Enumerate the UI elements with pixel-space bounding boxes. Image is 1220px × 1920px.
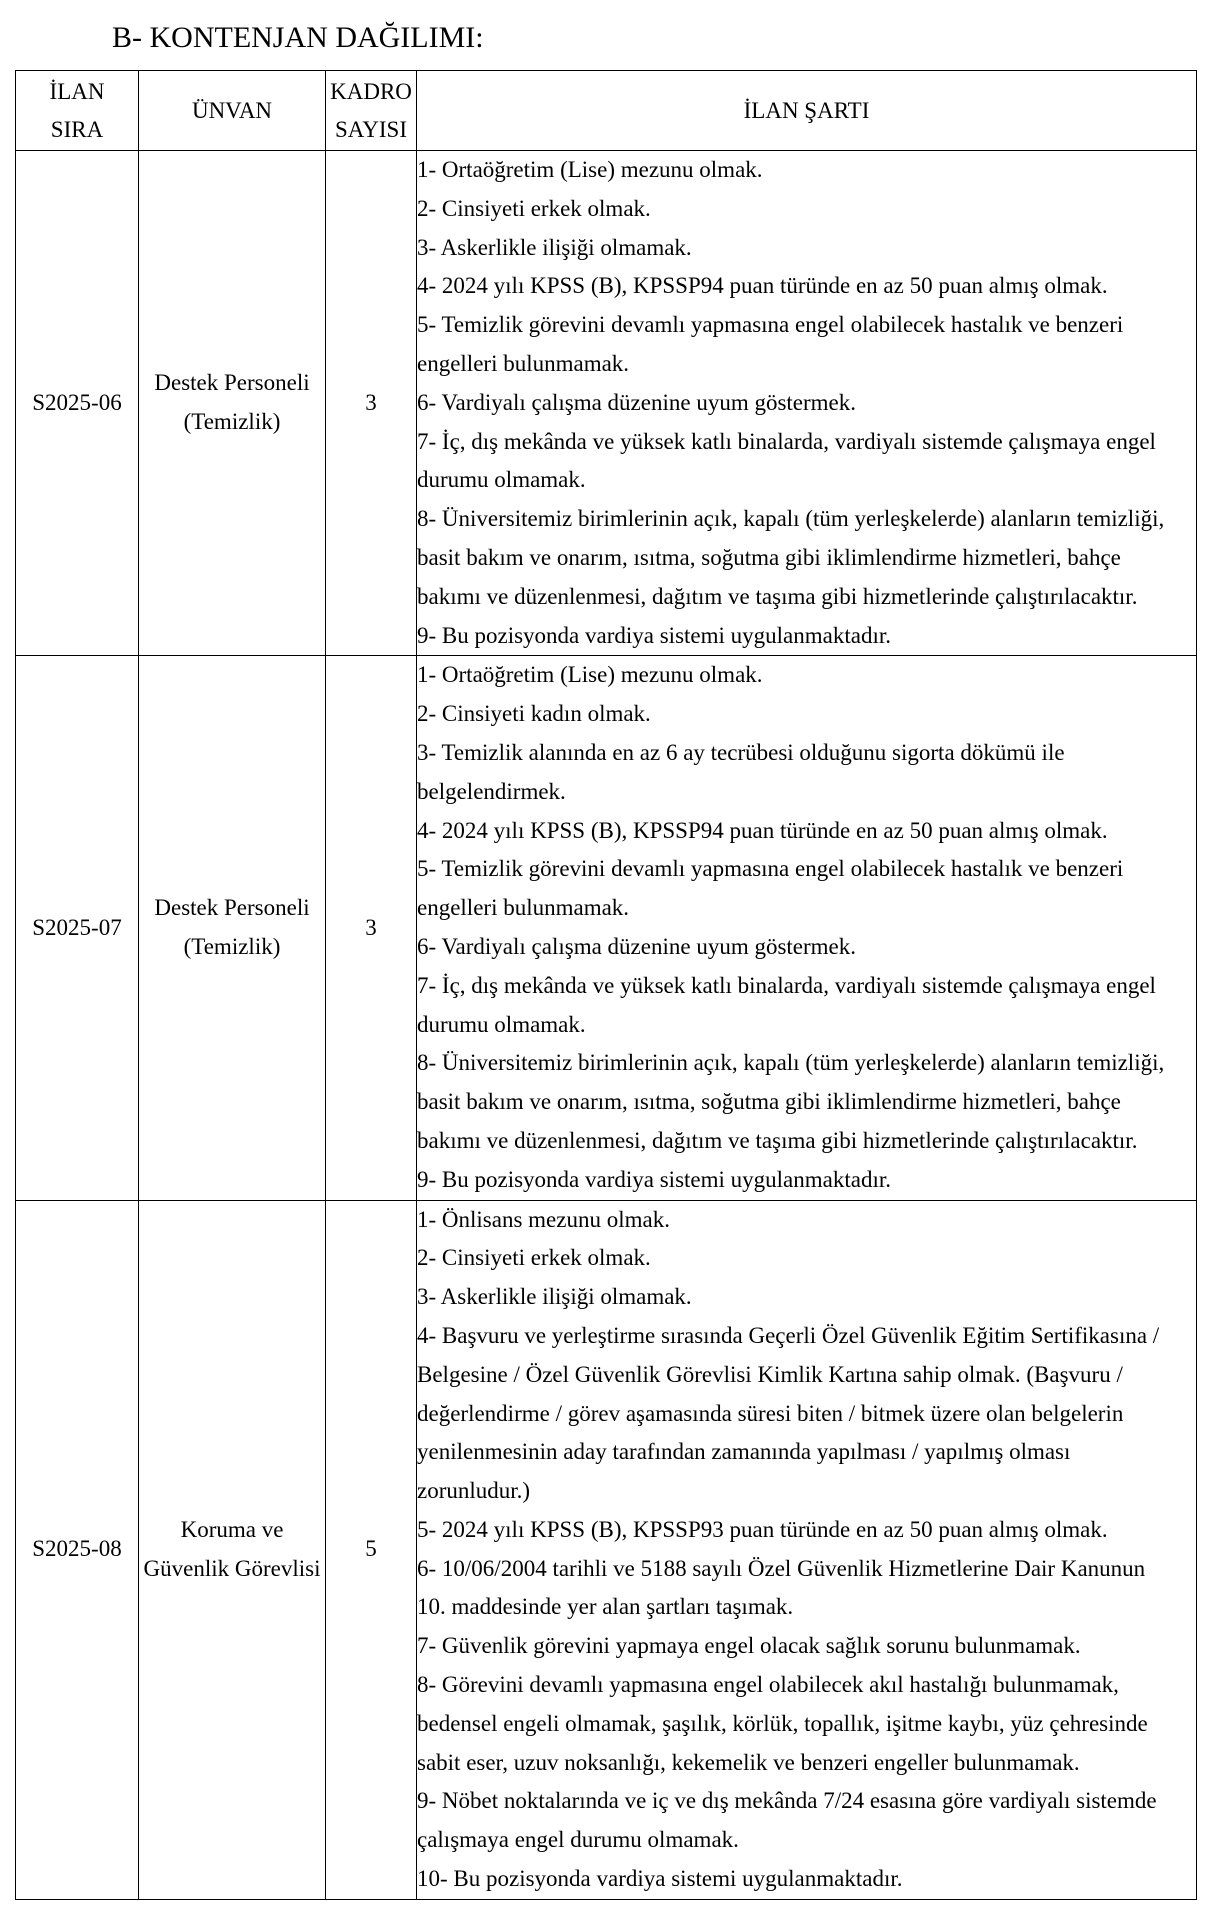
- ilan-sarti-item: 1- Ortaöğretim (Lise) mezunu olmak.: [417, 662, 763, 688]
- ilan-sira-cell: S2025-06: [16, 151, 139, 656]
- header-unvan: ÜNVAN: [139, 71, 326, 151]
- ilan-sira-cell: S2025-08: [16, 1200, 139, 1899]
- ilan-sarti-cell: [417, 656, 1197, 1200]
- ilan-sarti-item: 4- 2024 yılı KPSS (B), KPSSP94 puan türünde en az 50 puan almış olmak.: [417, 817, 1108, 843]
- ilan-sarti-item: 3- Temizlik alanında en az 6 ay tecrübesi olduğunu sigorta dökümü ile belgelendirmek.: [417, 739, 1065, 804]
- ilan-sarti-item: 5- 2024 yılı KPSS (B), KPSSP93 puan türünde en az 50 puan almış olmak.: [417, 1516, 1108, 1542]
- table-row: [16, 151, 1197, 656]
- ilan-sarti-item: 3- Askerlikle ilişiği olmamak.: [417, 234, 692, 260]
- table-row: [16, 1200, 1197, 1899]
- ilan-sarti-item: 5- Temizlik görevini devamlı yapmasına engel olabilecek hastalık ve benzeri engelleri bulunmamak.: [417, 312, 1124, 376]
- page-title: B- KONTENJAN DAĞILIMI:: [112, 21, 484, 54]
- ilan-sarti-cell: [417, 151, 1197, 656]
- kontenjan-table: [15, 70, 1197, 1900]
- ilan-sarti-item: 9- Bu pozisyonda vardiya sistemi uygulanmaktadır.: [417, 622, 891, 648]
- kadro-sayisi-cell: 3: [326, 151, 417, 656]
- unvan-cell: Destek Personeli (Temizlik): [139, 656, 326, 1200]
- table-row: [16, 656, 1197, 1200]
- unvan-cell: Koruma ve Güvenlik Görevlisi: [139, 1200, 326, 1899]
- ilan-sarti-item: 7- İç, dış mekânda ve yüksek katlı binalarda, vardiyalı sistemde çalışmaya engel durumu olmamak.: [417, 428, 1156, 493]
- ilan-sarti-item: 9- Bu pozisyonda vardiya sistemi uygulanmaktadır.: [417, 1166, 891, 1192]
- ilan-sarti-item: 7- Güvenlik görevini yapmaya engel olacak sağlık sorunu bulunmamak.: [417, 1633, 1081, 1659]
- ilan-sarti-item: 7- İç, dış mekânda ve yüksek katlı binalarda, vardiyalı sistemde çalışmaya engel durumu olmamak.: [417, 972, 1156, 1037]
- ilan-sarti-item: 3- Askerlikle ilişiği olmamak.: [417, 1284, 692, 1310]
- ilan-sira-cell: S2025-07: [16, 656, 139, 1200]
- ilan-sarti-item: 6- Vardiyalı çalışma düzenine uyum göstermek.: [417, 933, 857, 959]
- ilan-sarti-item: 9- Nöbet noktalarında ve iç ve dış mekânda 7/24 esasına göre vardiyalı sistemde çalışmaya engel durumu olmamak.: [417, 1788, 1157, 1853]
- header-kadro-sayisi: KADRO SAYISI: [326, 71, 417, 151]
- kadro-sayisi-cell: 3: [326, 656, 417, 1200]
- ilan-sarti-item: 5- Temizlik görevini devamlı yapmasına engel olabilecek hastalık ve benzeri engelleri bulunmamak.: [417, 856, 1124, 921]
- header-ilan-sarti: İLAN ŞARTI: [417, 71, 1197, 151]
- header-row: [16, 71, 1197, 151]
- ilan-sarti-cell: [417, 1200, 1197, 1899]
- ilan-sarti-item: 2- Cinsiyeti erkek olmak.: [417, 195, 651, 221]
- ilan-sarti-item: 6- 10/06/2004 tarihli ve 5188 sayılı Özel Güvenlik Hizmetlerine Dair Kanunun 10. maddesinde yer alan şartları taşımak.: [417, 1555, 1146, 1620]
- table-header: [16, 71, 1197, 151]
- header-ilan-sira: İLAN SIRA: [16, 71, 139, 151]
- ilan-sarti-item: 6- Vardiyalı çalışma düzenine uyum göstermek.: [417, 389, 857, 415]
- kadro-sayisi-cell: 5: [326, 1200, 417, 1899]
- unvan-cell: Destek Personeli (Temizlik): [139, 151, 326, 656]
- ilan-sarti-item: 2- Cinsiyeti erkek olmak.: [417, 1245, 651, 1271]
- ilan-sarti-item: 10- Bu pozisyonda vardiya sistemi uygulanmaktadır.: [417, 1866, 903, 1892]
- ilan-sarti-item: 8- Üniversitemiz birimlerinin açık, kapalı (tüm yerleşkelerde) alanların temizliği, basit bakım ve onarım, ısıtma, soğutma gibi iklimlendirme hizmetleri, bahçe bakımı ve düzenlenmesi, dağıtım ve taşıma gibi hizmetlerinde çalıştırılacaktır.: [417, 1050, 1165, 1153]
- ilan-sarti-item: 4- Başvuru ve yerleştirme sırasında Geçerli Özel Güvenlik Eğitim Sertifikasına / Belgesine / Özel Güvenlik Görevlisi Kimlik Kartına sahip olmak. (Başvuru / değerlendirme / görev aşamasında süresi biten / bitmek üzere olan belgelerin yenilenmesinin aday tarafından zamanında yapılması / yapılmış olması zorunludur.): [417, 1322, 1160, 1504]
- ilan-sarti-item: 4- 2024 yılı KPSS (B), KPSSP94 puan türünde en az 50 puan almış olmak.: [417, 273, 1108, 299]
- ilan-sarti-item: 1- Ortaöğretim (Lise) mezunu olmak.: [417, 157, 763, 182]
- table-body: [16, 151, 1197, 1900]
- ilan-sarti-item: 1- Önlisans mezunu olmak.: [417, 1206, 670, 1232]
- ilan-sarti-item: 8- Üniversitemiz birimlerinin açık, kapalı (tüm yerleşkelerde) alanların temizliği, basit bakım ve onarım, ısıtma, soğutma gibi iklimlendirme hizmetleri, bahçe bakımı ve düzenlenmesi, dağıtım ve taşıma gibi hizmetlerinde çalıştırılacaktır.: [417, 506, 1165, 609]
- ilan-sarti-item: 2- Cinsiyeti kadın olmak.: [417, 701, 651, 727]
- ilan-sarti-item: 8- Görevini devamlı yapmasına engel olabilecek akıl hastalığı bulunmamak, bedensel engeli olmamak, şaşılık, körlük, topallık, işitme kaybı, yüz çehresinde sabit eser, uzuv noksanlığı, kekemelik ve benzeri engeller bulunmamak.: [417, 1672, 1148, 1775]
